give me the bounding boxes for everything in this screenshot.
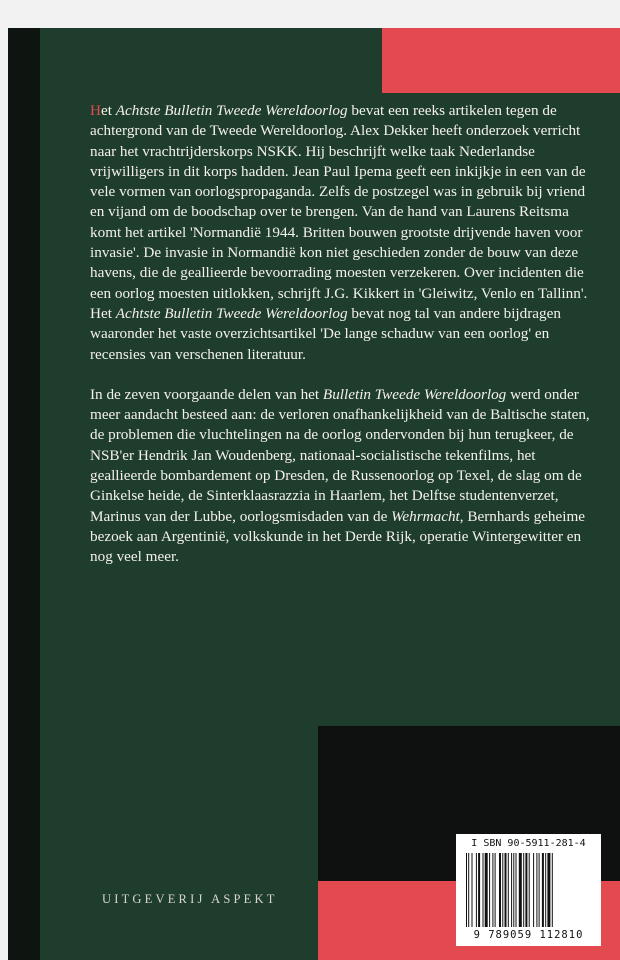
blurb-paragraph-2 <box>90 385 598 568</box>
barcode-bar <box>545 853 546 927</box>
text-run: In de zeven voorgaande delen van het <box>90 385 323 403</box>
barcode-bar <box>536 853 537 927</box>
barcode-bar <box>513 853 514 927</box>
barcode-bar <box>492 853 493 927</box>
barcode-bar <box>542 853 544 927</box>
text-run: et <box>100 102 116 119</box>
barcode-bar <box>516 853 517 927</box>
text-run: werd onder meer aandacht besteed aan: de verloren onafhankelijkheid van de Baltische staten, de problemen die vluchtelingen na de oorlog ondervonden bij hun terugkeer, de NSB'er Hendrik Jan Woudenberg, nationaal-socialistische tekenfilms, het geallieerde bombardement op Dresden, de Russenoorlog op Texel, de slag om de Ginkelse heide, de Sinterklaasrazzia in Haarlem, het Delftse studentenverzet, Marinus van der Lubbe, oorlogsmisdaden van de <box>90 385 590 525</box>
barcode-bar <box>529 853 530 927</box>
barcode-bars <box>466 853 591 927</box>
red-accent-top <box>382 28 620 93</box>
spine-edge <box>8 28 40 960</box>
barcode-bar <box>552 853 553 927</box>
barcode-bar <box>466 853 467 927</box>
book-title-italic: Achtste Bulletin Tweede Wereldoorlog <box>115 102 348 119</box>
barcode-bar <box>525 853 527 927</box>
book-title-italic: Achtste Bulletin Tweede Wereldoorlog <box>115 304 348 322</box>
publisher-name: UITGEVERIJ ASPEKT <box>102 892 278 906</box>
barcode-bar <box>472 853 473 927</box>
barcode-label <box>456 834 601 946</box>
barcode-bar <box>478 853 480 927</box>
barcode-bar <box>495 853 496 927</box>
text-run: bevat nog tal van andere bijdragen waaronder het vaste overzichtsartikel 'De lange schaduw van een oorlog' en recensies van verschenen literatuur. <box>90 304 561 363</box>
barcode-bar <box>499 853 501 927</box>
barcode-bar <box>511 853 512 927</box>
book-back-cover <box>8 28 620 960</box>
barcode-bar <box>533 853 534 927</box>
blurb-text <box>90 101 598 588</box>
text-run: bevat een reeks artikelen tegen de achtergrond van de Tweede Wereldoorlog. Alex Dekker heeft onderzoek verricht naar het vrachtrijderskorps NSKK. Hij beschrijft welke taak Nederlandse vrijwilligers in dit korps hadden. Jean Paul Ipema geeft een inkijkje in een van de vele vormen van oorlogspropaganda. Zelfs de postzegel was in gebruik bij vriend en vijand om de boodschap over te brengen. Van de hand van Laurens Reitsma komt het artikel 'Normandië 1944. Britten bouwen grootste drijvende haven voor invasie'. De invasie in Normandië kon niet geschieden zonder de bouw van deze havens, die de geallieerde bevoorrading moesten verzekeren. Over incidenten die een oorlog moesten uitlokken, schrijft J.G. Kikkert in 'Gleiwitz, Venlo en Tallinn'. Het <box>90 102 588 322</box>
barcode-bar <box>476 853 477 927</box>
ean-number: 9 789059 112810 <box>473 929 584 941</box>
dropcap: H <box>90 102 101 119</box>
barcode-bar <box>547 853 550 927</box>
barcode-bar <box>519 853 522 927</box>
italic-word: Wehrmacht <box>391 507 460 525</box>
barcode-bar <box>505 853 507 927</box>
text-run: , Bernhards geheime bezoek aan Argentinië, volkskunde in het Derde Rijk, operatie Wintergewitter en nog veel meer. <box>90 507 586 566</box>
barcode-bar <box>523 853 524 927</box>
isbn-text: I SBN 90-5911-281-4 <box>471 838 586 849</box>
barcode-bar <box>483 853 484 927</box>
series-title-italic: Bulletin Tweede Wereldoorlog <box>322 385 507 403</box>
barcode-bar <box>485 853 488 927</box>
barcode-bar <box>502 853 503 927</box>
barcode-bar <box>468 853 469 927</box>
barcode-bar <box>489 853 490 927</box>
barcode-bar <box>508 853 509 927</box>
barcode <box>466 853 591 927</box>
barcode-bar <box>539 853 540 927</box>
blurb-paragraph-1 <box>90 101 598 365</box>
